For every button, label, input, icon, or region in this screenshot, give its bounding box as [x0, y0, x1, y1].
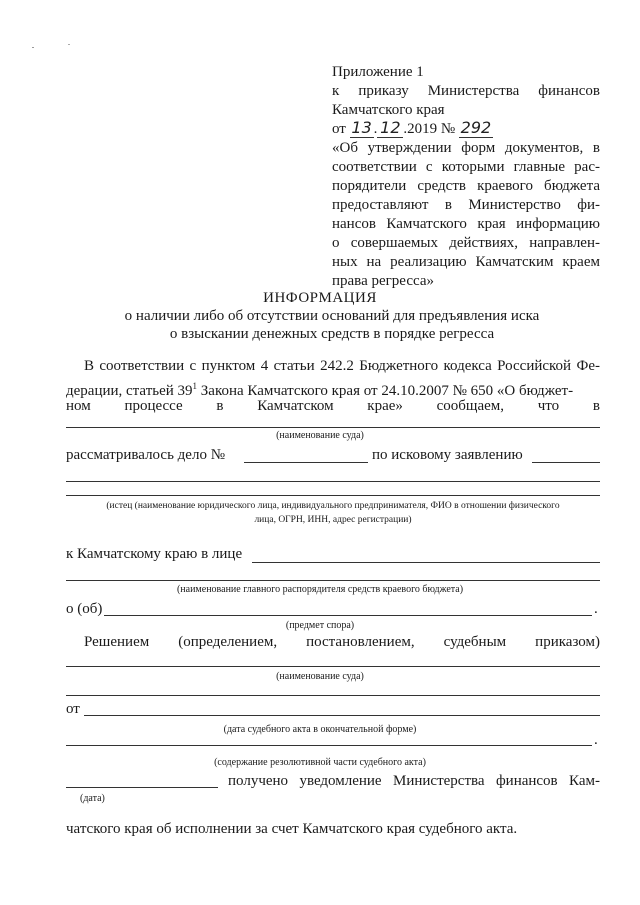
doc-title: ИНФОРМАЦИЯ: [263, 290, 377, 306]
appendix-desc-line: порядители средств краевого бюджета: [332, 178, 600, 194]
gra-field-2[interactable]: [66, 580, 600, 581]
resolution-period: .: [594, 732, 598, 748]
caption-date: (дата): [80, 793, 105, 804]
court-name-field[interactable]: [66, 427, 600, 428]
superscript: 1: [192, 381, 198, 391]
resolution-field[interactable]: [66, 745, 592, 746]
caption-plaintiff-1: (истец (наименование юридического лица, индивидуального предпринимателя, ФИО в отношении физического: [106, 501, 560, 511]
received-date-field[interactable]: [66, 787, 218, 788]
plaintiff-field-2[interactable]: [66, 495, 600, 496]
appendix-desc-line: предоставляют в Министерство фи-: [332, 197, 600, 213]
appendix-region: Камчатского края: [332, 102, 445, 118]
case-label: рассматривалось дело №: [66, 447, 226, 463]
appendix-title: Приложение 1: [332, 64, 424, 80]
kamchatka-label: к Камчатскому краю в лице: [66, 546, 243, 562]
about-label: о (об): [66, 601, 103, 617]
caption-resolution: (содержание резолютивной части судебного акта): [214, 757, 426, 768]
appendix-desc-line: «Об утверждении форм документов, в: [332, 140, 600, 156]
scan-speck: [32, 47, 34, 48]
appendix-desc-line: ных на реализацию Камчатским краем: [332, 254, 600, 270]
doc-subtitle-1: о наличии либо об отсутствии оснований для предъявления иска: [124, 308, 540, 324]
decision-line: Решением (определением, постановлением, судебным приказом): [84, 634, 600, 650]
scan-speck: [68, 44, 70, 45]
caption-court: (наименование суда): [276, 430, 364, 441]
plaintiff-field-1[interactable]: [66, 481, 600, 482]
doc-subtitle-2: о взыскании денежных средств в порядке регресса: [169, 326, 495, 342]
caption-plaintiff-2: лица, ОГРН, ИНН, адрес регистрации): [254, 515, 412, 525]
last-line: чатского края об исполнении за счет Камчатского края судебного акта.: [66, 821, 518, 837]
date-day: 13: [351, 118, 372, 137]
appendix-desc-line: о совершаемых действиях, направлен-: [332, 235, 600, 251]
date-month: 12: [377, 118, 403, 138]
order-number: 292: [460, 118, 492, 137]
gra-field-1[interactable]: [252, 562, 600, 563]
subject-field[interactable]: [104, 615, 592, 616]
appendix-desc-line: соответствии с которыми главные рас-: [332, 159, 600, 175]
body-line-1: В соответствии с пунктом 4 статьи 242.2 Бюджетного кодекса Российской Фе-: [84, 358, 600, 374]
appendix-date-line: от 13 . 12 .2019 № 292: [332, 118, 492, 137]
date-year: .2019 №: [403, 121, 456, 137]
decision-extra-field[interactable]: [66, 695, 600, 696]
caption-court-2: (наименование суда): [276, 671, 364, 682]
body-line-3: ном процессе в Камчатском крае» сообщаем, что в: [66, 398, 600, 414]
appendix-desc-line: права регресса»: [332, 273, 434, 289]
from-label: от: [66, 701, 80, 717]
appendix-order-line: к приказу Министерства финансов: [332, 83, 600, 99]
caption-gra: (наименование главного распорядителя средств краевого бюджета): [176, 584, 464, 595]
body-line-2: дерации, статьей $39^1$ Закона Камчатского края от 24.10.2007 № 650 «О бюджет-: [66, 381, 574, 399]
claim-field[interactable]: [532, 462, 600, 463]
caption-subject: (предмет спора): [285, 620, 355, 631]
claim-label: по исковому заявлению: [372, 447, 523, 463]
date-prefix: от: [332, 121, 346, 137]
decision-court-field[interactable]: [66, 666, 600, 667]
date-act-field[interactable]: [84, 715, 600, 716]
appendix-desc-line: нансов Камчатского края информацию: [332, 216, 600, 232]
caption-date-act: (дата судебного акта в окончательной форме): [223, 724, 417, 735]
about-period: .: [594, 601, 598, 617]
case-number-field[interactable]: [244, 462, 368, 463]
received-text: получено уведомление Министерства финансов Кам-: [228, 773, 600, 789]
